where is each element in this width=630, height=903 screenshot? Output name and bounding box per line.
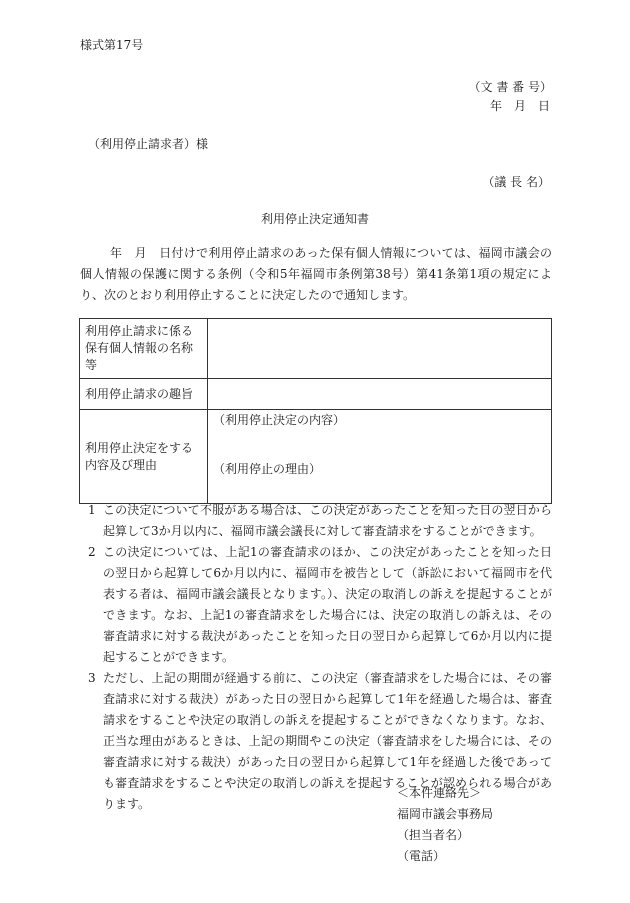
decision-content-label: （利用停止決定の内容） (213, 413, 346, 427)
contact-heading: ＜本件連絡先＞ (397, 786, 482, 800)
contact-phone: （電話） (397, 849, 446, 863)
note-item (88, 542, 552, 668)
contact-person: （担当者名） (397, 828, 470, 842)
note-number: 1 (88, 503, 96, 517)
table-row-purpose (80, 379, 552, 410)
label-purpose: 利用停止請求の趣旨 (80, 379, 208, 410)
document-date: 年 月 日 (489, 99, 550, 113)
table-row-decision (80, 410, 552, 504)
document-title: 利用停止決定通知書 (260, 212, 369, 226)
decision-reason-label: （利用停止の理由） (213, 462, 322, 476)
label-info-name: 利用停止請求に係る保有個人情報の名称等 (80, 319, 208, 379)
intro-text: 年 月 日付けで利用停止請求のあった保有個人情報については、福岡市議会の個人情報の保護に関する条例（令和5年福岡市条例第38号）第41条第1項の規定により、次のとおり利用停止することに決定したので通知します。 (80, 246, 552, 302)
value-purpose (208, 379, 552, 410)
note-number: 2 (88, 545, 96, 559)
contact-office: 福岡市議会事務局 (397, 807, 494, 821)
recipient-name: （利用停止請求者）様 (88, 137, 209, 151)
value-decision (208, 410, 552, 504)
notes-list (88, 500, 552, 815)
intro-paragraph (80, 243, 552, 306)
value-info-name (208, 319, 552, 379)
note-text: この決定について不服がある場合は、この決定があったことを知った日の翌日から起算して3か月以内に、福岡市議会議長に対して審査請求をすることができます。 (103, 503, 552, 538)
contact-block (397, 783, 493, 867)
table-row-info-name (80, 319, 552, 379)
note-number: 3 (88, 671, 96, 685)
note-text: この決定については、上記1の審査請求のほか、この決定があったことを知った日の翌日から起算して6か月以内に、福岡市を被告として（訴訟において福岡市を代表する者は、福岡市議会議長となります。）、決定の取消しの訴えを提起することができます。なお、上記1の審査請求をした場合には、決定の取消しの訴えは、その審査請求に対する裁決があったことを知った日の翌日から起算して6か月以内に提起することができます。 (103, 545, 552, 664)
sender-name: （議 長 名） (482, 175, 550, 189)
document-number: （文 書 番 号） (468, 80, 552, 94)
note-item (88, 500, 552, 542)
note-text: ただし、上記の期間が経過する前に、この決定（審査請求をした場合には、その審査請求に対する裁決）があった日の翌日から起算して1年を経過した場合は、審査請求をすることや決定の取消しの訴えを提起することができなくなります。なお、正当な理由があるときは、上記の期間やこの決定（審査請求をした場合には、その審査請求に対する裁決）があった日の翌日から起算して1年を経過した後であっても審査請求をすることや決定の取消しの訴えを提起することが認められる場合があります。 (103, 671, 552, 811)
info-table (79, 318, 552, 504)
form-number: 様式第17号 (80, 38, 144, 52)
label-decision: 利用停止決定をする内容及び理由 (80, 410, 208, 504)
